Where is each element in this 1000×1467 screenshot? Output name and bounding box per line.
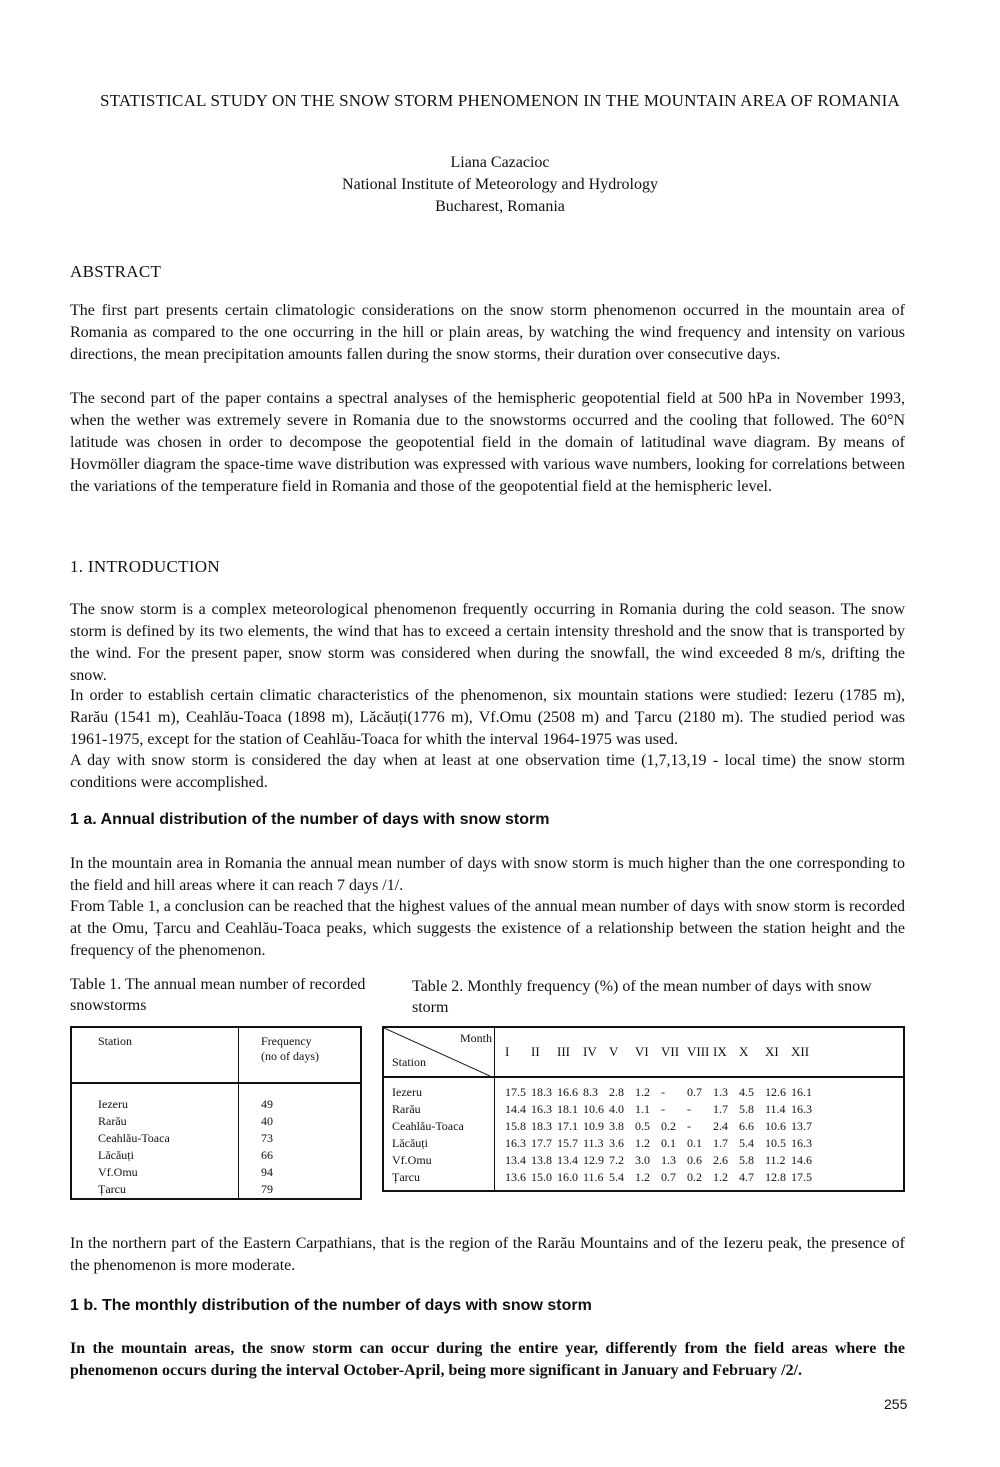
introduction-heading: 1. INTRODUCTION [70,557,220,576]
table-2-cell: 15.0 [531,1170,552,1184]
table-2-cell: 2.6 [713,1153,728,1167]
table-2-cell: 8.3 [583,1085,598,1099]
table-2-cell: 0.2 [661,1119,676,1133]
table-2-cell: 3.6 [609,1136,624,1150]
section-1b-heading: 1 b. The monthly distribution of the number of days with snow storm [70,1297,592,1314]
table-2-cell: 0.6 [687,1153,702,1167]
table-2-month-header: VII [661,1044,680,1059]
table-2-cell: 1.7 [713,1136,728,1150]
table-2-row [505,1101,903,1118]
table-2-cell: 4.7 [739,1170,754,1184]
table-2-cell: 16.0 [557,1170,578,1184]
intro-paragraph-3: A day with snow storm is considered the day when at least at one observation time (1,7,13,19 - local time) the snow storm conditions were accomplished. [70,752,905,791]
table-2-row [505,1169,903,1186]
table-2-cell: 16.3 [791,1136,812,1150]
table-2-cell: 6.6 [739,1119,754,1133]
table-2-cell: 0.1 [687,1136,702,1150]
table-2-cell: 3.8 [609,1119,624,1133]
table-2-cell: 16.3 [531,1102,552,1116]
table-1-station: Iezeru [98,1097,128,1111]
table-2-station: Ceahlău-Toaca [392,1119,464,1133]
post-table-paragraph: In the northern part of the Eastern Carpathians, that is the region of the Rarău Mountains and of the Iezeru peak, the presence of the phenomenon is more moderate. [70,1235,905,1274]
table-2-station: Lăcăuți [392,1136,428,1150]
table-2-cell: 17.1 [557,1119,578,1133]
table-2-cell: 0.1 [661,1136,676,1150]
table-2-cell: 0.2 [687,1170,702,1184]
table-2-cell: 13.7 [791,1119,812,1133]
table-1-value: 79 [261,1182,273,1196]
author-name: Liana Cazacioc [450,154,550,171]
table-2-cell: 1.2 [635,1085,650,1099]
table-1-value: 66 [261,1148,273,1162]
table-1-caption: Table 1. The annual mean number of recorded snowstorms [70,976,366,1014]
table-2-cell: 13.4 [505,1153,526,1167]
table-2-cell: 3.0 [635,1153,650,1167]
table-2-row [505,1084,903,1101]
table-2-cell: 11.3 [583,1136,604,1150]
table-2-cell: 0.7 [687,1085,702,1099]
table-1-station: Rarău [98,1114,127,1128]
table-2-cell: 11.6 [583,1170,604,1184]
table-2-cell: 2.8 [609,1085,624,1099]
table-2-cell: 10.6 [583,1102,604,1116]
table-2-cell: 18.3 [531,1085,552,1099]
table-2-cell: 5.4 [609,1170,624,1184]
table-2-row [505,1118,903,1135]
intro-paragraph-1: The snow storm is a complex meteorological phenomenon frequently occurring in Romania during the cold season. The snow storm is defined by its two elements, the wind that has to exceed a certain intensity threshold and the snow that is transported by the wind. For the present paper, snow storm was considered when during the snowfall, the wind exceeded 8 m/s, drifting the snow. [70,601,905,684]
table-1-station: Vf.Omu [98,1165,138,1179]
table-2-cell: 13.6 [505,1170,526,1184]
table-2-cell: 1.3 [661,1153,676,1167]
table-2-cell: 18.3 [531,1119,552,1133]
table-2-station: Vf.Omu [392,1153,432,1167]
table-2-cell: 1.3 [713,1085,728,1099]
table-2-month-header: X [739,1044,749,1059]
table-2-cell: 16.3 [505,1136,526,1150]
table-2-cell: 10.5 [765,1136,786,1150]
table-2-cell: 15.8 [505,1119,526,1133]
table-2-month-header: XII [791,1044,810,1059]
table-2-station-label: Station [392,1055,427,1069]
author-location: Bucharest, Romania [435,198,565,215]
table-2-month-header: V [609,1044,619,1059]
table-1-station-column [71,1083,239,1199]
abstract-paragraph-1: The first part presents certain climatologic considerations on the snow storm phenomenon occurred in the mountain area of Romania as compared to the one occurring in the hill or plain areas, by watching the wind frequency and intensity on various directions, the mean precipitation amounts fallen during the snow storms, their duration over consecutive days. [70,302,905,363]
table-2-cell: 15.7 [557,1136,578,1150]
table-1-value: 94 [261,1165,273,1179]
table-2-cell: 2.4 [713,1119,728,1133]
table-2-cell: 16.3 [791,1102,812,1116]
table-2-row [505,1152,903,1169]
table-2-cell: 1.2 [635,1136,650,1150]
table-2-cell: - [687,1119,691,1133]
table-1 [70,1026,362,1200]
table-2-cell: 1.7 [713,1102,728,1116]
section-1a-paragraph-1: In the mountain area in Romania the annual mean number of days with snow storm is much higher than the one corresponding to the field and hill areas where it can reach 7 days /1/. [70,855,905,894]
table-2-cell: 0.5 [635,1119,650,1133]
table-2-cell: 16.6 [557,1085,578,1099]
table-2-cell: 17.5 [505,1085,526,1099]
table-2-month-header: IX [713,1044,727,1059]
abstract-paragraph-2: The second part of the paper contains a spectral analyses of the hemispheric geopotential field at 500 hPa in November 1993, when the wether was extremely severe in Romania due to the snowstorms occurred and the cooling that followed. The 60°N latitude was chosen in order to decompose the geopotential field in the domain of latitudinal wave diagram. By means of Hovmöller diagram the space-time wave distribution was expressed with various wave numbers, looking for correlations between the variations of the temperature field in Romania and those of the geopotential field at the hemispheric level. [70,390,905,495]
table-2 [382,1026,905,1192]
table-2-cell: 1.2 [713,1170,728,1184]
table-2-cell: - [687,1102,691,1116]
table-1-header-station: Station [71,1027,239,1083]
table-2-cell: 5.8 [739,1153,754,1167]
table-2-cell: 10.6 [765,1119,786,1133]
table-2-month-header: IV [583,1044,597,1059]
abstract-heading: ABSTRACT [70,262,162,281]
table-2-cell: 11.2 [765,1153,786,1167]
table-2-cell: 11.4 [765,1102,786,1116]
table-2-month-header: VI [635,1044,649,1059]
table-2-month-header-row [495,1027,905,1077]
table-2-cell: 13.8 [531,1153,552,1167]
table-2-cell: 12.9 [583,1153,604,1167]
table-2-month-header: XI [765,1044,779,1059]
table-2-month-header: VIII [687,1044,710,1059]
table-2-cell: 5.8 [739,1102,754,1116]
table-2-station: Iezeru [392,1085,422,1099]
table-2-cell: 17.7 [531,1136,552,1150]
table-2-cell: 13.4 [557,1153,578,1167]
table-2-cell: 0.7 [661,1170,676,1184]
table-1-value: 40 [261,1114,273,1128]
table-2-station: Țarcu [392,1170,420,1184]
table-2-cell: - [661,1085,665,1099]
table-2-cell: 18.1 [557,1102,578,1116]
table-2-values [495,1077,905,1191]
table-2-month-header: III [557,1044,570,1059]
table-1-value-column [239,1083,362,1199]
section-1a-heading: 1 a. Annual distribution of the number of days with snow storm [70,811,550,828]
table-2-month-header: I [505,1044,510,1059]
table-2-cell: 12.8 [765,1170,786,1184]
intro-paragraph-2: In order to establish certain climatic characteristics of the phenomenon, six mountain stations were studied: Iezeru (1785 m), Rarău (1541 m), Ceahlău-Toaca (1898 m), Lăcăuți(1776 m), Vf.Omu (2508 m) and Țarcu (2180 m). The studied period was 1961-1975, except for the station of Ceahlău-Toaca for whith the interval 1964-1975 was used. [70,687,905,748]
table-2-cell: 4.0 [609,1102,624,1116]
table-1-station: Ceahlău-Toaca [98,1131,170,1145]
section-1b-paragraph-1: In the mountain areas, the snow storm can occur during the entire year, differently from the field areas where the phenomenon occurs during the interval October-April, being more significant in January and February /2/. [70,1340,905,1379]
section-1a-paragraph-2: From Table 1, a conclusion can be reached that the highest values of the annual mean number of days with snow storm is recorded at the Omu, Țarcu and Ceahlău-Toaca peaks, which suggests the existence of a relationship between the station height and the frequency of the phenomenon. [70,898,905,959]
table-2-cell: 5.4 [739,1136,754,1150]
author-institution: National Institute of Meteorology and Hydrology [342,176,658,193]
table-2-cell: 17.5 [791,1170,812,1184]
page-number: 255 [884,1396,908,1412]
table-1-header-frequency: Frequency (no of days) [239,1027,362,1083]
author-block [200,152,800,218]
table-2-cell: 14.4 [505,1102,526,1116]
table-2-caption: Table 2. Monthly frequency (%) of the mean number of days with snow storm [412,978,872,1016]
table-2-row [505,1135,903,1152]
table-2-station: Rarău [392,1102,421,1116]
table-2-cell: 14.6 [791,1153,812,1167]
table-2-cell: 16.1 [791,1085,812,1099]
table-2-cell: 1.2 [635,1170,650,1184]
table-2-station-column [383,1077,495,1191]
table-1-value: 49 [261,1097,273,1111]
table-2-corner-header [383,1027,495,1077]
table-2-month-label: Month [459,1031,492,1045]
table-2-cell: 12.6 [765,1085,786,1099]
table-1-station: Lăcăuți [98,1148,134,1162]
table-2-cell: 1.1 [635,1102,650,1116]
table-2-cell: 10.9 [583,1119,604,1133]
table-2-cell: 4.5 [739,1085,754,1099]
table-2-cell: - [661,1102,665,1116]
table-2-cell: 7.2 [609,1153,624,1167]
table-1-station: Țarcu [98,1182,126,1196]
table-1-value: 73 [261,1131,273,1145]
table-2-month-header: II [531,1044,540,1059]
paper-title: STATISTICAL STUDY ON THE SNOW STORM PHENOMENON IN THE MOUNTAIN AREA OF ROMANIA [100,91,900,110]
